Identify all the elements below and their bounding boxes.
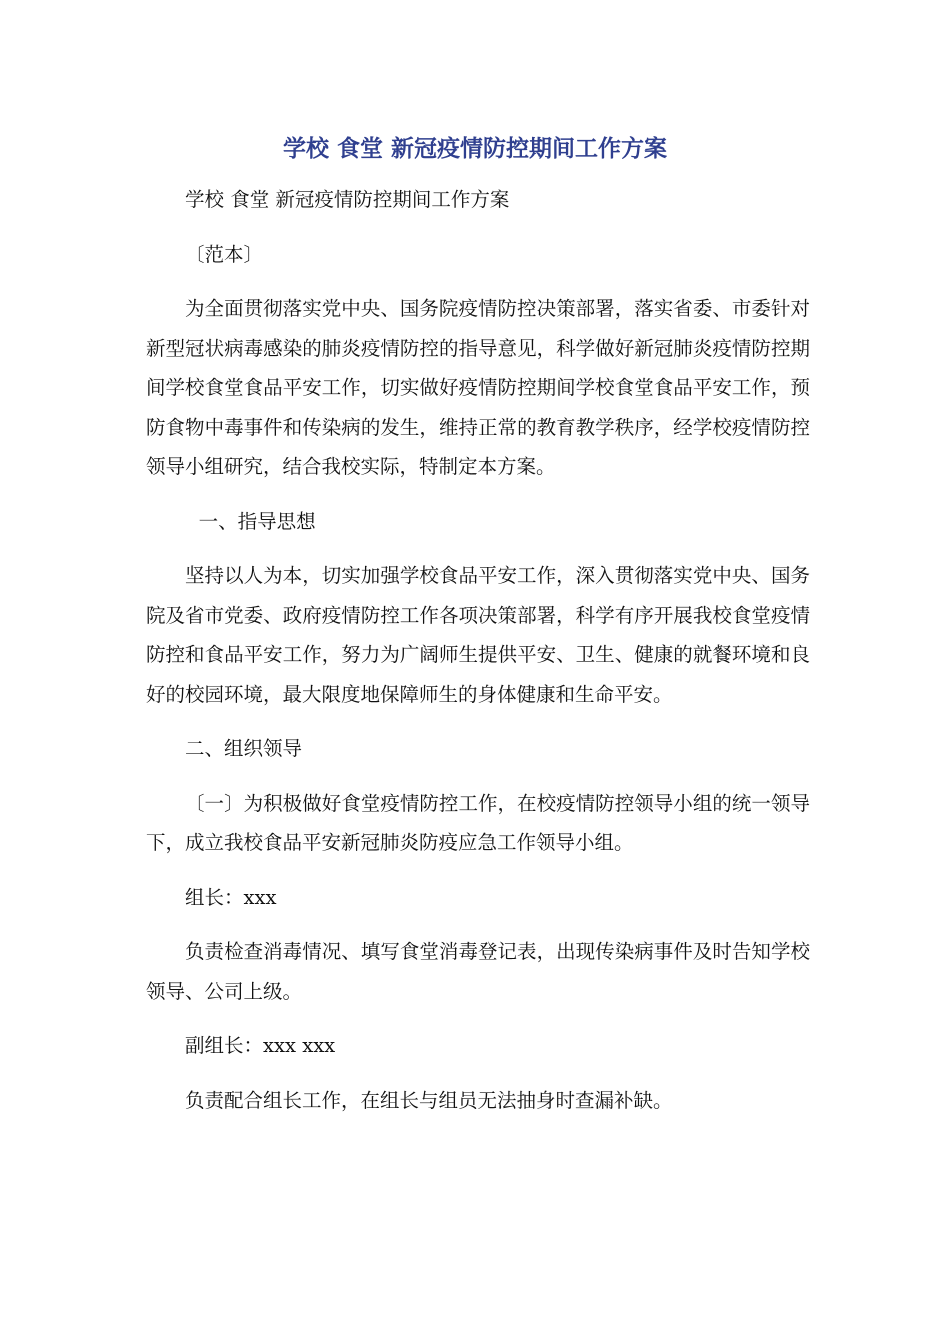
template-label: 〔范本〕 <box>185 242 264 266</box>
document-title: 学校 食堂 新冠疫情防控期间工作方案 <box>282 136 667 162</box>
deputy-leader-line: 副组长：xxx xxx <box>185 1034 336 1057</box>
organization-paragraph: 〔一〕为积极做好食堂疫情防控工作，在校疫情防控领导小组的统一领导下，成立我校食品平安新冠肺炎防疫应急工作领导小组。 <box>146 791 810 854</box>
deputy-leader-duty: 负责配合组长工作，在组长与组员无法抽身时查漏补缺。 <box>185 1088 673 1112</box>
team-leader-duty: 负责检查消毒情况、填写食堂消毒登记表，出现传染病事件及时告知学校领导、公司上级。 <box>146 940 810 1003</box>
section-heading-guiding-ideology: 一、指导思想 <box>198 509 316 533</box>
team-leader-line: 组长：xxx <box>185 885 277 909</box>
guiding-ideology-paragraph: 坚持以人为本，切实加强学校食品平安工作，深入贯彻落实党中央、国务院及省市党委、政府疫情防控工作各项决策部署，科学有序开展我校食堂疫情防控和食品平安工作，努力为广阔师生提供平安、卫生、健康的就餐环境和良好的校园环境，最大限度地保障师生的身体健康和生命平安。 <box>146 564 810 706</box>
section-heading-organization: 二、组织领导 <box>185 737 303 760</box>
intro-paragraph: 为全面贯彻落实党中央、国务院疫情防控决策部署，落实省委、市委针对新型冠状病毒感染的肺炎疫情防控的指导意见，科学做好新冠肺炎疫情防控期间学校食堂食品平安工作，切实做好疫情防控期间学校食堂食品平安工作，预防食物中毒事件和传染病的发生，维持正常的教育教学秩序，经学校疫情防控领导小组研究，结合我校实际，特制定本方案。 <box>146 297 810 478</box>
subtitle-paragraph: 学校 食堂 新冠疫情防控期间工作方案 <box>185 188 510 211</box>
document-body <box>146 180 810 1135</box>
